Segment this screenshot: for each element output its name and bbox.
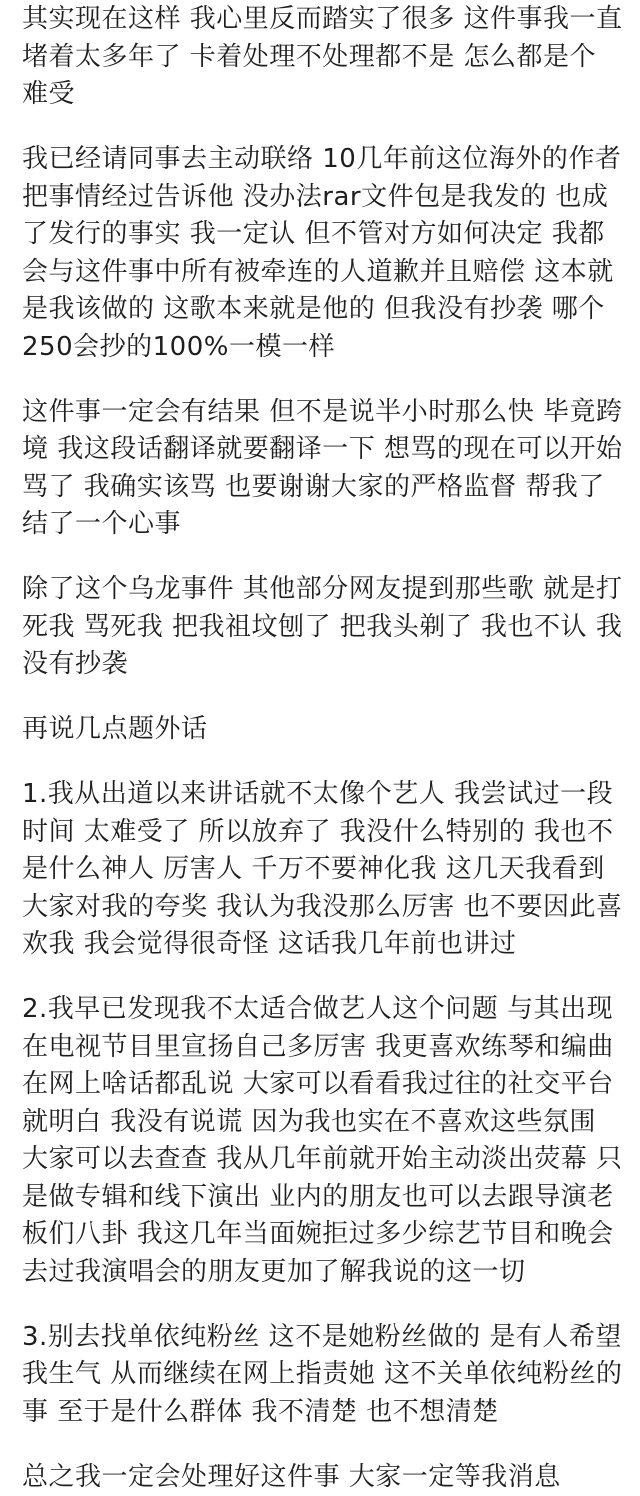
paragraph-intro	[22, 1, 630, 114]
text-line: 大家可以去查查 我从几年前就开始主动淡出荧幕 只	[22, 1141, 630, 1179]
text-line: 1.我从出道以来讲话就不太像个艺人 我尝试过一段	[22, 776, 630, 814]
paragraph-point-3	[22, 1319, 630, 1432]
text-line: 去过我演唱会的朋友更加了解我说的这一切	[22, 1254, 630, 1292]
text-line: 在网上啥话都乱说 大家可以看看我过往的社交平台	[22, 1066, 630, 1104]
text-line: 堵着太多年了 卡着处理不处理都不是 怎么都是个	[22, 39, 630, 77]
text-line: 死我 骂死我 把我祖坟刨了 把我头剃了 我也不认 我	[22, 609, 630, 647]
paragraph-conclusion	[22, 1459, 630, 1496]
text-line: 是什么神人 厉害人 千万不要神化我 这几天我看到	[22, 851, 630, 889]
text-line: 大家对我的夸奖 我认为我没那么厉害 也不要因此喜	[22, 889, 630, 927]
text-line: 骂了 我确实该骂 也要谢谢大家的严格监督 帮我了	[22, 469, 630, 507]
text-line: 会与这件事中所有被牵连的人道歉并且赔偿 这本就	[22, 254, 630, 292]
text-line: 是做专辑和线下演出 业内的朋友也可以去跟导演老	[22, 1179, 630, 1217]
text-line: 结了一个心事	[22, 506, 630, 544]
paragraph-point-2	[22, 991, 630, 1291]
text-line: 再说几点题外话	[22, 711, 630, 749]
text-line: 难受	[22, 76, 630, 114]
text-line: 就明白 我没有说谎 因为我也实在不喜欢这些氛围	[22, 1104, 630, 1142]
paragraph-contact-author	[22, 141, 630, 366]
text-line: 这件事一定会有结果 但不是说半小时那么快 毕竟跨	[22, 394, 630, 432]
text-line: 是我该做的 这歌本来就是他的 但我没有抄袭 哪个	[22, 291, 630, 329]
text-line: 在电视节目里宣扬自己多厉害 我更喜欢练琴和编曲	[22, 1029, 630, 1067]
text-line: 总之我一定会处理好这件事 大家一定等我消息	[22, 1459, 630, 1496]
text-line: 了发行的事实 我一定认 但不管对方如何决定 我都	[22, 216, 630, 254]
text-line: 欢我 我会觉得很奇怪 这话我几年前也讲过	[22, 926, 630, 964]
text-line: 事 至于是什么群体 我不清楚 也不想清楚	[22, 1394, 630, 1432]
paragraph-point-1	[22, 776, 630, 964]
text-line: 其实现在这样 我心里反而踏实了很多 这件事我一直	[22, 1, 630, 39]
paragraph-other-songs	[22, 571, 630, 684]
text-line: 没有抄袭	[22, 646, 630, 684]
paragraph-result	[22, 394, 630, 544]
section-heading	[22, 711, 630, 749]
text-line: 境 我这段话翻译就要翻译一下 想骂的现在可以开始	[22, 431, 630, 469]
text-line: 时间 太难受了 所以放弃了 我没什么特别的 我也不	[22, 814, 630, 852]
text-line: 2.我早已发现我不太适合做艺人这个问题 与其出现	[22, 991, 630, 1029]
text-line: 把事情经过告诉他 没办法rar文件包是我发的 也成	[22, 179, 630, 217]
text-line: 3.别去找单依纯粉丝 这不是她粉丝做的 是有人希望	[22, 1319, 630, 1357]
text-line: 板们八卦 我这几年当面婉拒过多少综艺节目和晚会	[22, 1216, 630, 1254]
text-line: 我已经请同事去主动联络 10几年前这位海外的作者	[22, 141, 630, 179]
text-line: 我生气 从而继续在网上指责她 这不关单依纯粉丝的	[22, 1356, 630, 1394]
text-line: 250会抄的100%一模一样	[22, 329, 630, 367]
text-line: 除了这个乌龙事件 其他部分网友提到那些歌 就是打	[22, 571, 630, 609]
